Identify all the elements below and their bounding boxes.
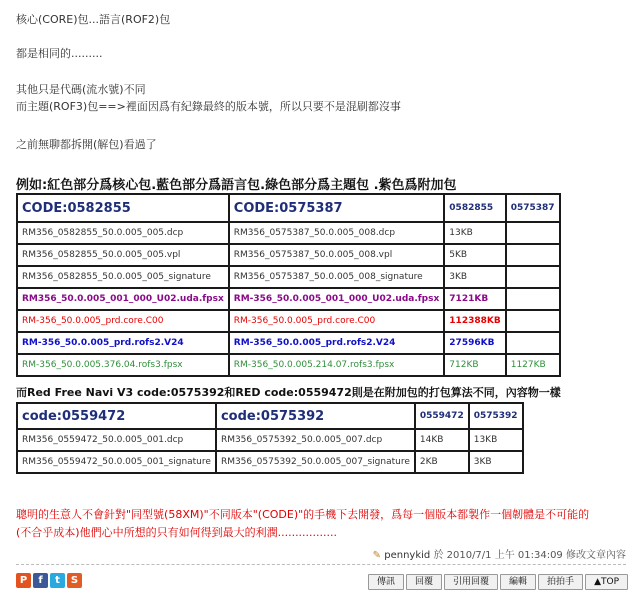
intro-line-5: 之前無聊都拆開(解包)看過了	[16, 138, 157, 151]
table-cell	[506, 222, 560, 244]
table-cell: RM-356_50.0.005.376.04.rofs3.fpsx	[17, 354, 229, 376]
table-cell: 3KB	[444, 266, 505, 288]
color-legend-heading: 例如:紅色部分爲核心包.藍色部分爲語言包.綠色部分爲主題包 .紫色爲附加包	[16, 178, 457, 193]
table-header-row	[17, 403, 523, 429]
post-action-bar	[368, 574, 628, 590]
table-head-cell: CODE:0575387	[229, 194, 445, 222]
message-button[interactable]: 傳訊	[368, 574, 404, 590]
funp-share-icon[interactable]: S	[67, 573, 82, 588]
table-cell: RM356_0575387_50.0.005_008.vpl	[229, 244, 445, 266]
table-cell: 27596KB	[444, 332, 505, 354]
table-head-cell: code:0559472	[17, 403, 216, 429]
table-row	[17, 429, 523, 451]
table-row-language	[17, 332, 560, 354]
table-2-heading: 而Red Free Navi V3 code:0575392和RED code:0559472則是在附加包的打包算法不同，內容物一樣	[16, 386, 561, 399]
table-cell: RM356_50.0.005_001_000_U02.uda.fpsx	[17, 288, 229, 310]
reply-button[interactable]: 回覆	[406, 574, 442, 590]
table-cell	[506, 288, 560, 310]
table-row-core	[17, 310, 560, 332]
intro-line-3: 其他只是代碼(流水號)不同	[16, 83, 146, 96]
intro-line-1: 核心(CORE)包...語言(ROF2)包	[16, 13, 171, 26]
firmware-table-2	[16, 402, 524, 474]
table-cell: 5KB	[444, 244, 505, 266]
table-cell: RM-356_50.0.005_prd.rofs2.V24	[17, 332, 229, 354]
facebook-share-icon[interactable]: f	[33, 573, 48, 588]
share-icons	[16, 573, 82, 588]
table-row	[17, 451, 523, 473]
applause-button[interactable]: 拍拍手	[538, 574, 583, 590]
author-link[interactable]: pennykid	[384, 550, 431, 561]
table-row	[17, 266, 560, 288]
table-row-theme	[17, 354, 560, 376]
note-line-1: 聰明的生意人不會針對"同型號(58XM)"不同版本"(CODE)"的手機下去開發，爲每一個版本都製作一個韌體是不可能的	[16, 508, 590, 521]
table-cell	[506, 266, 560, 288]
intro-line-2: 都是相同的.........	[16, 47, 103, 60]
back-to-top-button[interactable]: ▲TOP	[585, 574, 628, 590]
quote-reply-button[interactable]: 引用回覆	[444, 574, 498, 590]
table-cell: RM356_0582855_50.0.005_005_signature	[17, 266, 229, 288]
table-cell: 2KB	[415, 451, 469, 473]
table-cell: 14KB	[415, 429, 469, 451]
table-row	[17, 244, 560, 266]
plurk-share-icon[interactable]: P	[16, 573, 31, 588]
table-cell: RM-356_50.0.005_prd.rofs2.V24	[229, 332, 445, 354]
post-timestamp: 於 2010/7/1 上午 01:34:09	[433, 550, 563, 561]
table-cell	[506, 332, 560, 354]
table-head-cell: 0559472	[415, 403, 469, 429]
table-cell: 13KB	[444, 222, 505, 244]
table-cell: RM356_0575392_50.0.005_007.dcp	[216, 429, 415, 451]
table-cell: RM356_0575392_50.0.005_007_signature	[216, 451, 415, 473]
table-cell: 712KB	[444, 354, 505, 376]
table-cell: RM-356_50.0.005_prd.core.C00	[17, 310, 229, 332]
table-cell	[17, 222, 229, 244]
table-cell: RM356_0582855_50.0.005_005.vpl	[17, 244, 229, 266]
table-header-row	[17, 194, 560, 222]
table-head-cell: 0582855	[444, 194, 505, 222]
edit-button[interactable]: 編輯	[500, 574, 536, 590]
table-cell: RM356_0575387_50.0.005_008_signature	[229, 266, 445, 288]
edit-article-link[interactable]: 修改文章內容	[566, 550, 626, 561]
intro-line-4: 而主題(ROF3)包==>裡面因爲有紀錄最終的版本號，所以只要不是混刷都沒事	[16, 100, 401, 113]
divider	[16, 564, 626, 565]
table-cell: 1127KB	[506, 354, 560, 376]
table-head-cell: CODE:0582855	[17, 194, 229, 222]
post-meta	[373, 546, 626, 561]
table-cell: 112388KB	[444, 310, 505, 332]
table-row	[17, 222, 560, 244]
table-cell	[506, 310, 560, 332]
table-cell: RM356_0575387_50.0.005_008.dcp	[229, 222, 445, 244]
file-name: RM356_0582855_50.0.005_005.dcp	[22, 228, 184, 238]
table-cell: 7121KB	[444, 288, 505, 310]
table-cell: RM356_0559472_50.0.005_001_signature	[17, 451, 216, 473]
note-line-2: (不合乎成本)他們心中所想的只有如何得到最大的利潤.................	[16, 526, 338, 539]
twitter-share-icon[interactable]: t	[50, 573, 65, 588]
table-cell: RM-356_50.0.005_prd.core.C00	[229, 310, 445, 332]
table-cell: 13KB	[469, 429, 523, 451]
table-cell: RM-356_50.0.005_001_000_U02.uda.fpsx	[229, 288, 445, 310]
firmware-table-1	[16, 193, 561, 377]
table-row-addon	[17, 288, 560, 310]
pencil-icon: ✎	[372, 550, 382, 561]
table-head-cell: 0575392	[469, 403, 523, 429]
table-cell: RM-356_50.0.005.214.07.rofs3.fpsx	[229, 354, 445, 376]
table-head-cell: 0575387	[506, 194, 560, 222]
table-head-cell: code:0575392	[216, 403, 415, 429]
table-cell	[506, 244, 560, 266]
table-cell: RM356_0559472_50.0.005_001.dcp	[17, 429, 216, 451]
table-cell: 3KB	[469, 451, 523, 473]
